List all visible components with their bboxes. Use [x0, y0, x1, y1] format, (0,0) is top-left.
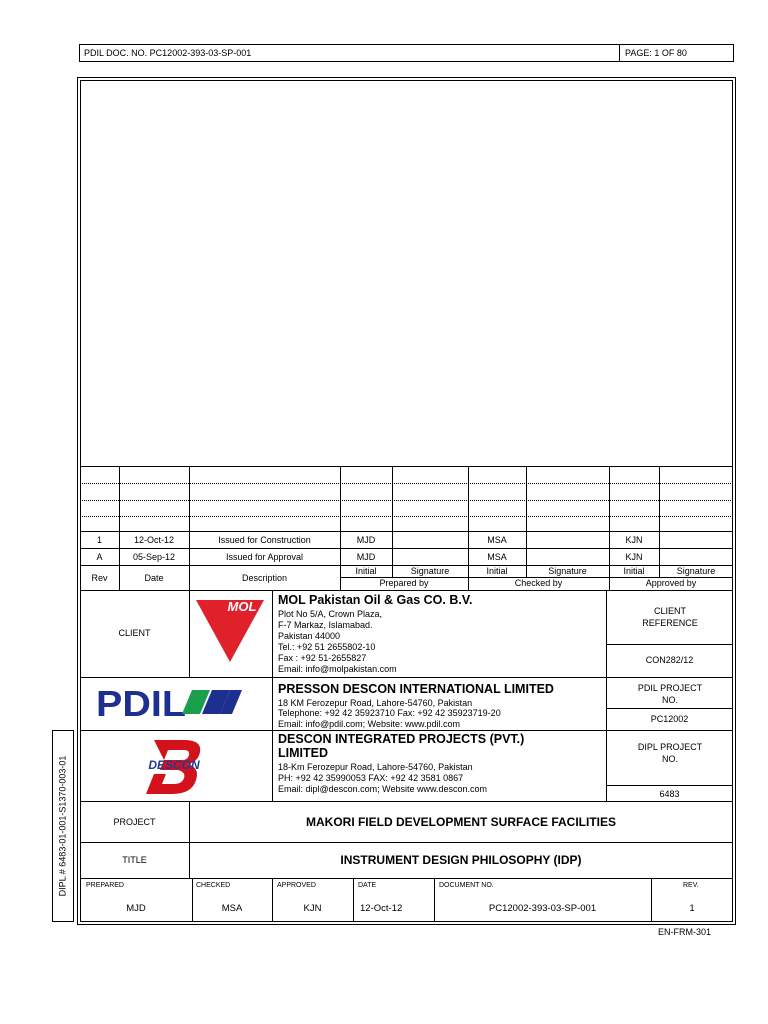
rev-row-2-approved: KJN: [625, 552, 643, 562]
client-reference-value: CON282/12: [645, 655, 694, 665]
col-signature-checked: Signature: [548, 566, 587, 576]
pdil-project-value: PC12002: [650, 714, 689, 724]
descon-logo-text: DESCON: [148, 758, 200, 772]
mol-logo-text: MOL: [227, 599, 257, 614]
client-name: MOL Pakistan Oil & Gas CO. B.V.: [278, 593, 473, 607]
checked-by-label: Checked by: [514, 578, 563, 588]
dipl-project-label: DIPL PROJECT NO.: [637, 742, 703, 764]
client-reference-label: CLIENT REFERENCE: [642, 606, 698, 628]
signoff-date: 12-Oct-12: [360, 903, 403, 914]
pdil-project-label: PDIL PROJECT NO.: [637, 683, 703, 705]
dipl-address-1: 18-Km Ferozepur Road, Lahore-54760, Pakistan: [278, 762, 473, 772]
client-address-4: Tel.: +92 51 2655802-10: [278, 642, 376, 652]
col-rev: Rev: [91, 573, 108, 583]
rev-row-1-desc: Issued for Construction: [218, 535, 311, 545]
rev-row-1-checked: MSA: [487, 535, 507, 545]
signoff-checked-label: CHECKED: [196, 882, 231, 889]
rev-row-2-desc: Issued for Approval: [225, 552, 304, 562]
signoff-docno-label: DOCUMENT NO.: [439, 882, 494, 889]
pdil-name: PRESSON DESCON INTERNATIONAL LIMITED: [278, 682, 554, 696]
client-address-2: F-7 Markaz, Islamabad.: [278, 620, 373, 630]
approved-by-label: Approved by: [645, 578, 697, 588]
project-value: MAKORI FIELD DEVELOPMENT SURFACE FACILITIES: [305, 815, 616, 829]
col-description: Description: [241, 573, 288, 583]
pdil-logo: [94, 684, 244, 720]
rev-row-1-date: 12-Oct-12: [133, 535, 175, 545]
rev-row-2-prepared: MJD: [356, 552, 376, 562]
signoff-rev: 1: [689, 903, 695, 914]
signoff-approved: KJN: [303, 903, 322, 914]
client-address-1: Plot No 5/A, Crown Plaza,: [278, 609, 383, 619]
side-label: DIPL # 6483-01-001-S1370-003-01: [57, 755, 68, 897]
col-signature-approved: Signature: [676, 566, 716, 576]
col-initial-approved: Initial: [623, 566, 645, 576]
doc-number: PDIL DOC. NO. PC12002-393-03-SP-001: [84, 48, 252, 58]
dipl-address-2: PH: +92 42 35990053 FAX: +92 42 3581 0867: [278, 773, 464, 783]
rev-row-1-approved: KJN: [625, 535, 643, 545]
prepared-by-label: Prepared by: [379, 578, 429, 588]
col-signature-prepared: Signature: [410, 566, 450, 576]
col-initial-checked: Initial: [486, 566, 508, 576]
client-address-6: Email: info@molpakistan.com: [278, 664, 397, 674]
pdil-address-1: 18 KM Ferozepur Road, Lahore-54760, Pakistan: [278, 698, 473, 708]
mol-logo: [192, 596, 268, 666]
dipl-name-line-2: LIMITED: [278, 746, 328, 760]
dipl-project-value: 6483: [659, 789, 680, 799]
rev-row-2-checked: MSA: [487, 552, 507, 562]
pdil-logo-text: PDIL: [96, 684, 186, 720]
project-label: PROJECT: [113, 817, 156, 827]
title-value: INSTRUMENT DESIGN PHILOSOPHY (IDP): [340, 853, 582, 867]
pdil-address-3: Email: info@pdil.com; Website: www.pdil.com: [278, 719, 461, 729]
footer-form-number: EN-FRM-301: [658, 927, 712, 937]
signoff-checked: MSA: [221, 903, 243, 914]
client-address-5: Fax : +92 51-2655827: [278, 653, 367, 663]
pdil-address-2: Telephone: +92 42 35923710 Fax: +92 42 35923719-20: [278, 708, 501, 718]
descon-logo: [144, 738, 206, 796]
rev-row-2-rev: A: [96, 552, 103, 562]
rev-row-2-date: 05-Sep-12: [132, 552, 176, 562]
dipl-address-3: Email: dipl@descon.com; Website www.descon.com: [278, 784, 488, 794]
col-date: Date: [144, 573, 164, 583]
signoff-prepared: MJD: [126, 903, 146, 914]
dipl-name-line-1: DESCON INTEGRATED PROJECTS (PVT.): [278, 732, 525, 746]
client-label: CLIENT: [118, 628, 151, 638]
signoff-date-label: DATE: [358, 882, 377, 889]
signoff-approved-label: APPROVED: [277, 882, 316, 889]
signoff-rev-label: REV.: [683, 882, 699, 889]
signoff-docno: PC12002-393-03-SP-001: [488, 903, 597, 914]
col-initial-prepared: Initial: [355, 566, 377, 576]
rev-row-1-rev: 1: [96, 535, 102, 545]
client-address-3: Pakistan 44000: [278, 631, 341, 641]
rev-row-1-prepared: MJD: [356, 535, 376, 545]
signoff-prepared-label: PREPARED: [86, 882, 124, 889]
title-label: TITLE: [122, 855, 147, 865]
page-number: PAGE: 1 OF 80: [625, 48, 687, 58]
